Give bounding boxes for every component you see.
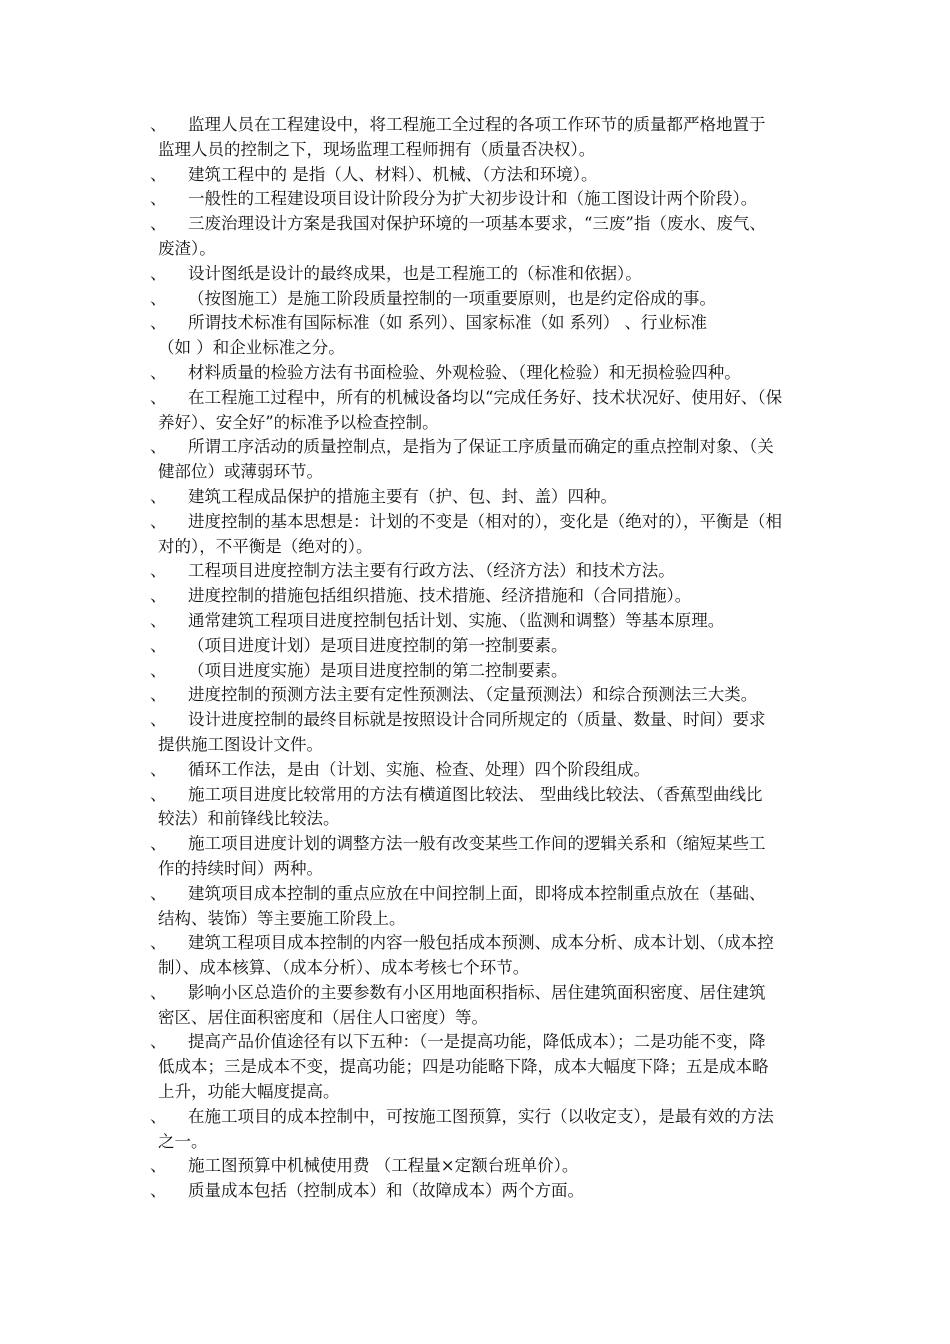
list-bullet: 、 xyxy=(150,313,167,333)
list-item-continuation: 健部位）或薄弱环节。 xyxy=(158,462,323,482)
list-item xyxy=(0,758,862,783)
list-item xyxy=(0,683,862,708)
list-item xyxy=(0,311,862,361)
list-item xyxy=(0,981,862,1031)
list-item xyxy=(0,212,862,262)
list-item-text: 进度控制的预测方法主要有定性预测法、（定量预测法）和综合预测法三大类。 xyxy=(188,685,758,705)
list-item-text: 通常建筑工程项目进度控制包括计划、实施、（监测和调整）等基本原理。 xyxy=(188,610,725,630)
list-bullet: 、 xyxy=(150,710,167,730)
list-item xyxy=(0,113,862,163)
list-bullet: 、 xyxy=(150,982,167,1002)
list-item-text: 建筑工程中的 是指（人、材料）、机械、（方法和环境）。 xyxy=(188,164,598,184)
list-bullet: 、 xyxy=(150,437,167,457)
list-item-continuation: 密区、居住面积密度和（居住人口密度）等。 xyxy=(158,1007,488,1027)
list-item xyxy=(0,1105,862,1155)
list-bullet: 、 xyxy=(150,660,167,680)
list-item xyxy=(0,609,862,634)
list-bullet: 、 xyxy=(150,214,167,234)
list-bullet: 、 xyxy=(150,561,167,581)
list-item xyxy=(0,187,862,212)
list-item xyxy=(0,435,862,485)
list-bullet: 、 xyxy=(150,115,167,134)
list-bullet: 、 xyxy=(150,362,167,382)
list-bullet: 、 xyxy=(150,1156,167,1176)
list-item-text: （按图施工）是施工阶段质量控制的一项重要原则，也是约定俗成的事。 xyxy=(188,288,716,308)
list-item xyxy=(0,882,862,932)
list-item-text: （项目进度计划）是项目进度控制的第一控制要素。 xyxy=(188,635,568,655)
list-item-text: 设计图纸是设计的最终成果，也是工程施工的（标准和依据）。 xyxy=(188,263,642,283)
list-item-text: 监理人员在工程建设中，将工程施工全过程的各项工作环节的质量都严格地置于 xyxy=(188,115,766,134)
list-item xyxy=(0,659,862,684)
list-item xyxy=(0,510,862,560)
list-item-text: 所谓工序活动的质量控制点，是指为了保证工序质量而确定的重点控制对象、（关 xyxy=(188,437,774,457)
list-bullet: 、 xyxy=(150,1106,167,1126)
list-item xyxy=(0,1030,862,1104)
list-bullet: 、 xyxy=(150,263,167,283)
list-item-continuation: 之一。 xyxy=(158,1131,208,1151)
list-item xyxy=(0,485,862,510)
list-item-text: 建筑工程项目成本控制的内容一般包括成本预测、成本分析、成本计划、（成本控 xyxy=(188,933,774,953)
list-item-continuation: 提供施工图设计文件。 xyxy=(158,734,323,754)
list-bullet: 、 xyxy=(150,586,167,606)
list-item-text: 建筑工程成品保护的措施主要有（护、包、封、盖）四种。 xyxy=(188,486,617,506)
list-item xyxy=(0,931,862,981)
list-item-text: 进度控制的措施包括组织措施、技术措施、经济措施和（合同措施）。 xyxy=(188,586,692,606)
list-bullet: 、 xyxy=(150,933,167,953)
list-item-text: 提高产品价值途径有以下五种：（一是提高功能，降低成本）；二是功能不变，降 xyxy=(188,1032,766,1052)
list-bullet: 、 xyxy=(150,511,167,531)
list-bullet: 、 xyxy=(150,834,167,854)
list-item-text: 进度控制的基本思想是：计划的不变是（相对的），变化是（绝对的），平衡是（相 xyxy=(188,511,782,531)
list-item xyxy=(0,386,862,436)
list-item-text: 施工项目进度比较常用的方法有横道图比较法、 型曲线比较法、（香蕉型曲线比 xyxy=(188,784,763,804)
list-item-text: 建筑项目成本控制的重点应放在中间控制上面，即将成本控制重点放在（基础、 xyxy=(188,883,766,903)
list-bullet: 、 xyxy=(150,288,167,308)
list-item xyxy=(0,361,862,386)
list-bullet: 、 xyxy=(150,685,167,705)
list-bullet: 、 xyxy=(150,883,167,903)
list-item-continuation: 制）、成本核算、（成本分析）、成本考核七个环节。 xyxy=(158,958,530,978)
list-item-continuation: （如 ）和企业标准之分。 xyxy=(158,338,345,358)
list-item-continuation: 养好）、安全好”的标准予以检查控制。 xyxy=(158,412,439,432)
list-item xyxy=(0,262,862,287)
list-item-text: 三废治理设计方案是我国对保护环境的一项基本要求，“三废”指（废水、废气、 xyxy=(188,214,766,234)
list-item xyxy=(0,584,862,609)
list-item-text: 质量成本包括（控制成本）和（故障成本）两个方面。 xyxy=(188,1181,584,1201)
list-item xyxy=(0,708,862,758)
list-item-text: 在施工项目的成本控制中，可按施工图预算，实行（以收定支），是最有效的方法 xyxy=(188,1106,774,1126)
list-item-text: 影响小区总造价的主要参数有小区用地面积指标、居住建筑面积密度、居住建筑 xyxy=(188,982,766,1002)
list-item-continuation: 监理人员的控制之下，现场监理工程师拥有（质量否决权）。 xyxy=(158,139,596,159)
list-item-continuation: 废渣）。 xyxy=(158,238,216,258)
list-item xyxy=(0,1179,862,1204)
list-bullet: 、 xyxy=(150,1181,167,1201)
list-bullet: 、 xyxy=(150,164,167,184)
list-item-text: 所谓技术标准有国际标准（如 系列）、国家标准（如 系列） 、行业标准 xyxy=(188,313,707,333)
list-item xyxy=(0,163,862,188)
list-item-text: 施工图预算中机械使用费 （工程量×定额台班单价）。 xyxy=(188,1156,579,1176)
list-item xyxy=(0,634,862,659)
list-item xyxy=(0,559,862,584)
list-item-text: 在工程施工过程中，所有的机械设备均以“完成任务好、技术状况好、使用好、（保 xyxy=(188,387,783,407)
list-bullet: 、 xyxy=(150,387,167,407)
question-list xyxy=(0,113,950,1204)
list-bullet: 、 xyxy=(150,784,167,804)
list-bullet: 、 xyxy=(150,759,167,779)
list-item-text: 工程项目进度控制方法主要有行政方法、（经济方法）和技术方法。 xyxy=(188,561,675,581)
list-bullet: 、 xyxy=(150,1032,167,1052)
list-bullet: 、 xyxy=(150,635,167,655)
list-bullet: 、 xyxy=(150,189,167,209)
list-item xyxy=(0,1154,862,1179)
list-item-text: 循环工作法，是由（计划、实施、检查、处理）四个阶段组成。 xyxy=(188,759,650,779)
list-item-continuation: 较法）和前锋线比较法。 xyxy=(158,809,340,829)
list-item-text: 一般性的工程建设项目设计阶段分为扩大初步设计和（施工图设计两个阶段）。 xyxy=(188,189,758,209)
list-item xyxy=(0,783,862,833)
list-item-text: 设计进度控制的最终目标就是按照设计合同所规定的（质量、数量、时间）要求 xyxy=(188,710,766,730)
list-item-text: （项目进度实施）是项目进度控制的第二控制要素。 xyxy=(188,660,568,680)
list-bullet: 、 xyxy=(150,486,167,506)
list-item-continuation: 低成本；三是成本不变，提高功能；四是功能略下降，成本大幅度下降；五是成本略 xyxy=(158,1057,769,1077)
list-item-text: 施工项目进度计划的调整方法一般有改变某些工作间的逻辑关系和（缩短某些工 xyxy=(188,834,766,854)
list-item-continuation: 作的持续时间）两种。 xyxy=(158,858,323,878)
list-item-continuation: 对的），不平衡是（绝对的）。 xyxy=(158,536,373,556)
list-bullet: 、 xyxy=(150,610,167,630)
list-item xyxy=(0,287,862,312)
list-item-text: 材料质量的检验方法有书面检验、外观检验、（理化检验）和无损检验四种。 xyxy=(188,362,741,382)
list-item xyxy=(0,832,862,882)
list-item-continuation: 上升，功能大幅度提高。 xyxy=(158,1082,340,1102)
list-item-continuation: 结构、装饰）等主要施工阶段上。 xyxy=(158,908,406,928)
